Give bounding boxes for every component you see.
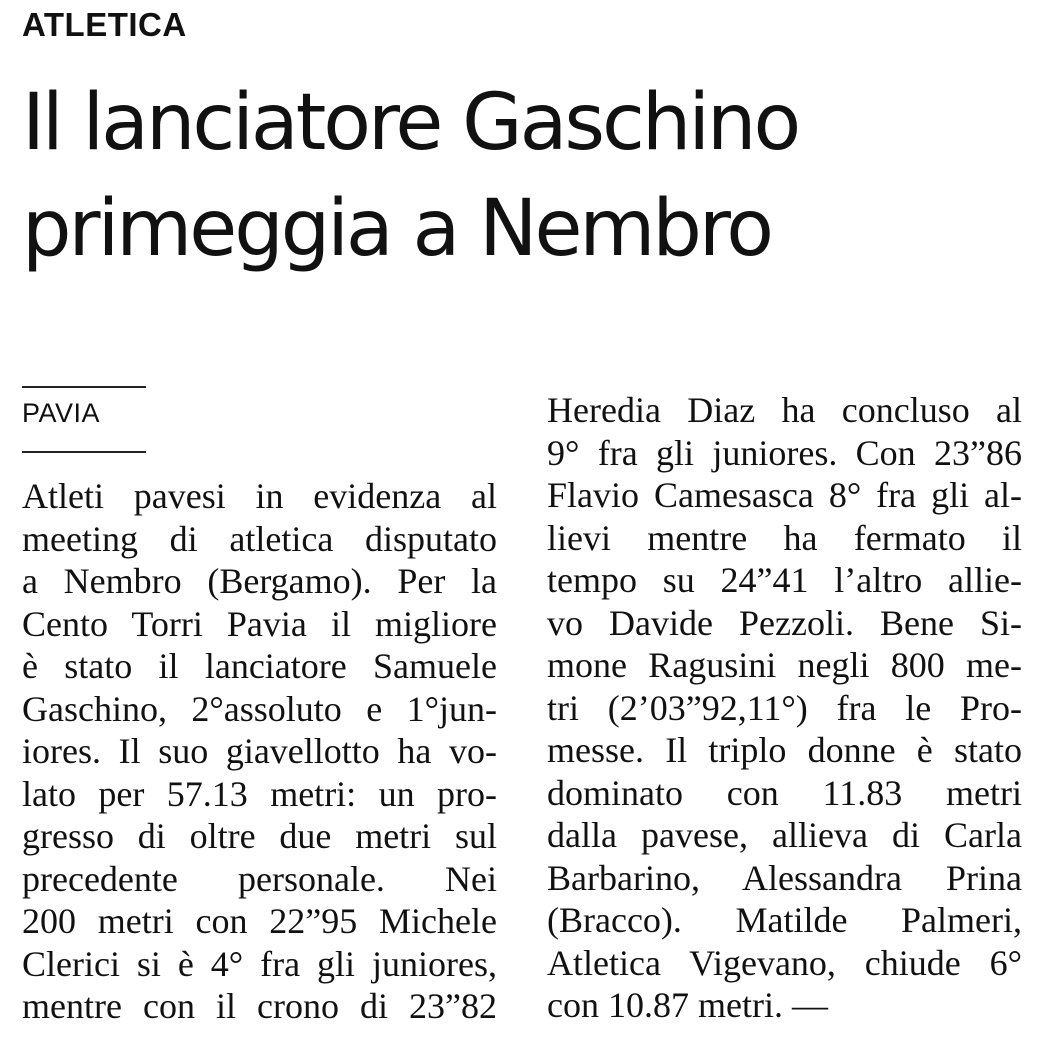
body-line: lievi mentre ha fermato il <box>547 517 1022 558</box>
body-line: gresso di oltre due metri sul <box>22 816 497 856</box>
body-line: 200 metri con 22”95 Michele <box>22 901 497 941</box>
body-line: lato per 57.13 metri: un pro- <box>22 773 497 814</box>
body-line: Clerici si è 4° fra gli juniores, <box>22 943 497 984</box>
body-line: mone Ragusini negli 800 me- <box>547 645 1022 685</box>
headline <box>22 70 1022 282</box>
body-line: con 10.87 metri. — <box>547 985 828 1025</box>
body-line: vo Davide Pezzoli. Bene Si- <box>547 602 1022 643</box>
headline-line: Il lanciatore Gaschino <box>22 78 799 168</box>
body-column-left <box>22 475 497 1028</box>
body-line: messe. Il triplo donne è stato <box>547 730 1022 770</box>
dateline-rule-top <box>22 386 146 388</box>
body-line: Flavio Camesasca 8° fra gli al- <box>547 475 1022 515</box>
body-line: meeting di atletica disputato <box>22 518 497 559</box>
body-line: 9° fra gli juniores. Con 23”86 <box>547 432 1022 473</box>
body-line: è stato il lanciatore Samuele <box>22 646 497 686</box>
body-line: dalla pavese, allieva di Carla <box>547 815 1022 855</box>
body-line: Atletica Vigevano, chiude 6° <box>547 942 1022 983</box>
section-label: ATLETICA <box>22 6 187 43</box>
headline-line: primeggia a Nembro <box>22 184 772 274</box>
body-line: Heredia Diaz ha concluso al <box>547 390 1022 430</box>
body-line: Atleti pavesi in evidenza al <box>22 476 497 516</box>
dateline: PAVIA <box>22 398 101 428</box>
body-line: a Nembro (Bergamo). Per la <box>22 561 497 601</box>
body-line: precedente personale. Nei <box>22 858 497 899</box>
dateline-rule-bottom <box>22 451 146 453</box>
body-line: tempo su 24”41 l’altro allie- <box>547 560 1022 600</box>
body-line: Cento Torri Pavia il migliore <box>22 603 497 644</box>
body-line: Barbarino, Alessandra Prina <box>547 857 1022 898</box>
body-line: Gaschino, 2°assoluto e 1°jun- <box>22 688 497 729</box>
body-line: tri (2’03”92,11°) fra le Pro- <box>547 687 1022 728</box>
body-line: iores. Il suo giavellotto ha vo- <box>22 731 497 771</box>
body-column-right <box>547 389 1022 1027</box>
body-line: mentre con il crono di 23”82 <box>22 986 497 1026</box>
body-line: dominato con 11.83 metri <box>547 772 1022 813</box>
body-line: (Bracco). Matilde Palmeri, <box>547 900 1022 940</box>
